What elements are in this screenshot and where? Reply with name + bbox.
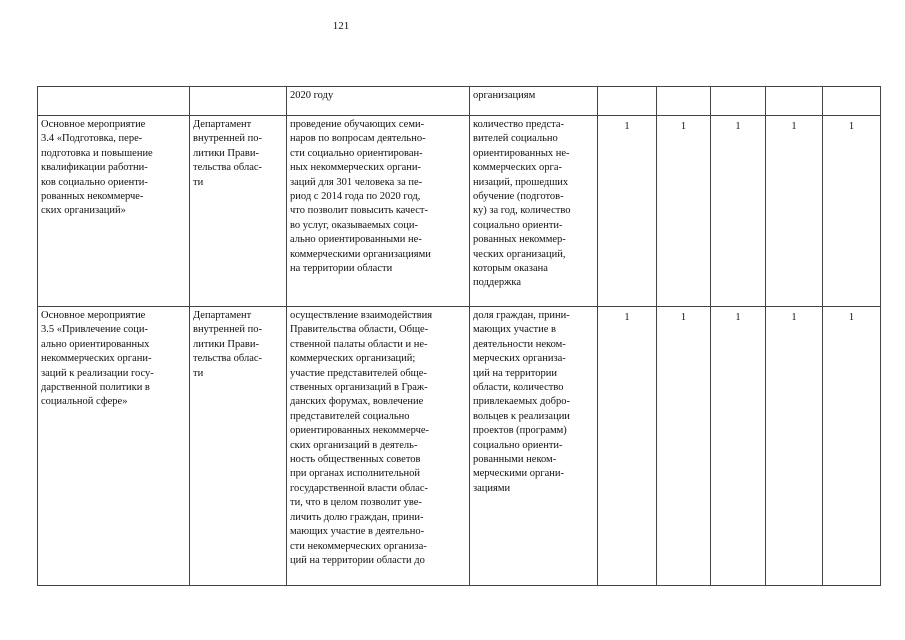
table-row [38,116,881,307]
value-cell: 1 [598,307,657,586]
measure-cell: Основное мероприятие 3.4 «Подготовка, пере- подготовка и повышение квалификации работни- ков социально ориенти- рованных некоммерче- ских организаций» [38,116,190,307]
value-cell: 1 [711,116,766,307]
indicator-cell: доля граждан, прини- мающих участие в деятельности неком- мерческих организа- ций на территории области, количество привлекаемых добро- вольцев к реализации проектов (программ) социально ориенти- рованными неком- мерческими органи- зациями [470,307,598,586]
measure-cell: Основное мероприятие 3.5 «Привлечение соци- ально ориентированных некоммерческих органи- заций к реализации госу- дарственной политики в социальной сфере» [38,307,190,586]
executor-cell: Департамент внутренней по- литики Прави- тельства облас- ти [190,116,287,307]
page-number: 121 [332,20,350,32]
value-cell [598,87,657,116]
result-cell: осуществление взаимодействия Правительства области, Обще- ственной палаты области и не- коммерческих организаций; участие представителей обще- ственных организаций в Граж- данских форумах, вовлечение представителей социально ориентированных некоммерче- ских организаций в деятель- ность общественных советов при органах исполнительной государственной власти облас- ти, что в целом позволит уве- личить долю граждан, прини- мающих участие в деятельно- сти некоммерческих организа- ций на территории области до [287,307,470,586]
value-cell: 1 [657,307,711,586]
indicator-cell: организациям [470,87,598,116]
value-cell [657,87,711,116]
table-row [38,87,881,116]
executor-cell [190,87,287,116]
result-cell: 2020 году [287,87,470,116]
table-row [38,307,881,586]
value-cell [823,87,881,116]
measure-cell [38,87,190,116]
value-cell: 1 [823,116,881,307]
result-cell: проведение обучающих семи- наров по вопросам деятельно- сти социально ориентирован- ных некоммерческих органи- заций для 301 человека за пе- риод с 2014 года по 2020 год, что позволит повысить качест- во услуг, оказываемых соци- ально ориентированными не- коммерческими организациями на территории области [287,116,470,307]
value-cell: 1 [766,116,823,307]
value-cell: 1 [766,307,823,586]
value-cell: 1 [711,307,766,586]
executor-cell: Департамент внутренней по- литики Прави- тельства облас- ти [190,307,287,586]
value-cell: 1 [657,116,711,307]
value-cell: 1 [598,116,657,307]
value-cell [766,87,823,116]
indicator-cell: количество предста- вителей социально ориентированных не- коммерческих орга- низаций, прошедших обучение (подготов- ку) за год, количество социально ориенти- рованных некоммер- ческих организаций, которым оказана поддержка [470,116,598,307]
value-cell: 1 [823,307,881,586]
measures-table [37,86,881,586]
value-cell [711,87,766,116]
